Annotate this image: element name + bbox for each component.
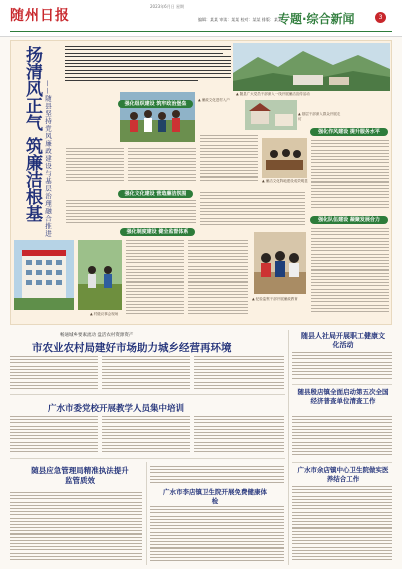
section-divider xyxy=(292,384,392,385)
article-kicker: 畅通城乡要素流动 盘活农村资源资产 xyxy=(60,333,134,338)
feature-photo-building xyxy=(14,240,74,310)
header-divider xyxy=(10,31,392,32)
feature-photo-caption: ▲ 纪检监察干部开展廉政教育 xyxy=(252,297,298,301)
feature-photo-caption: ▲ 基层干部深入群众开展走访 xyxy=(298,112,341,121)
feature-body-col xyxy=(200,192,305,228)
article-headline: 广水市委党校开展教学人员集中培训 xyxy=(48,404,185,414)
subhead-pill: 强化队伍建设 凝聚发展合力 xyxy=(310,216,388,224)
article-headline: 广水市余店镇中心卫生院做实医养结合工作 xyxy=(297,466,389,483)
feature-body-col xyxy=(311,140,389,214)
feature-subtitle: ——随县坚持党风廉政建设与基层治理融合推进 xyxy=(44,80,52,238)
feature-photo-team xyxy=(254,232,306,294)
feature-body-col xyxy=(66,200,196,226)
subhead-pill: 强化组织建设 筑牢政治堡垒 xyxy=(118,100,193,108)
feature-photo-caption: ▲ 廉洁文化阵地建设成效明显 xyxy=(262,179,308,183)
feature-title: 扬清风正气 筑廉洁根基 xyxy=(22,46,42,222)
feature-photo-caption: ▲ 随县广大党员干部深入一线开展廉洁宣传活动 xyxy=(236,92,310,96)
article-headline: 随县应急管理局精准执法提升监管质效 xyxy=(31,466,129,485)
feature-body-col xyxy=(128,148,196,186)
feature-photo-meeting xyxy=(262,138,307,178)
column-divider xyxy=(146,462,147,565)
article-body xyxy=(102,416,190,456)
section-divider xyxy=(10,458,285,459)
page-number-badge: 3 xyxy=(375,12,386,23)
feature-photo-caption: ▲ 村级议事会现场 xyxy=(90,312,119,316)
section-divider xyxy=(10,394,285,395)
feature-body-col xyxy=(188,240,248,320)
article-body xyxy=(194,356,284,392)
subhead-pill: 强化制度建设 健全监督体系 xyxy=(120,228,195,236)
column-divider xyxy=(288,330,289,565)
article-headline: 市农业农村局建好市场助力城乡经营再环境 xyxy=(32,342,232,354)
feature-lead-text xyxy=(65,46,231,86)
feature-photo-landscape xyxy=(233,43,390,91)
feature-photo-activity xyxy=(78,240,122,310)
issue-date: 2023年6月日 星期 xyxy=(150,4,184,9)
article-headline: 广水市李店镇卫生院开展免费健康体检 xyxy=(163,488,267,505)
article-body xyxy=(102,356,190,392)
article-body xyxy=(10,492,142,564)
feature-photo-village xyxy=(245,100,297,130)
editor-credits: 编辑：某某 审读：某某 校对：某某 排版：某某 xyxy=(198,17,282,22)
subhead-pill: 强化文化建设 营造廉洁氛围 xyxy=(118,190,193,198)
article-body xyxy=(292,486,392,564)
article-body xyxy=(194,416,284,456)
article-body xyxy=(150,466,284,486)
section-divider xyxy=(292,462,392,463)
article-body xyxy=(10,416,98,456)
newspaper-logo: 随州日报 xyxy=(10,8,70,24)
article-body xyxy=(292,352,392,382)
feature-body-col xyxy=(311,228,389,320)
article-headline: 随县人社局开展职工健康文化活动 xyxy=(301,332,385,349)
feature-body-col xyxy=(66,148,124,186)
section-title: 专题·综合新闻 xyxy=(278,12,355,26)
feature-body-col xyxy=(126,240,184,320)
subhead-pill: 强化作风建设 提升服务水平 xyxy=(310,128,388,136)
feature-photo-caption: ▲ 廉政文化进村入户 xyxy=(198,98,230,102)
article-headline: 随县殷店镇全面启动第五次全国经济普查单位清查工作 xyxy=(297,388,389,405)
article-body xyxy=(292,416,392,460)
page-header xyxy=(0,0,402,37)
feature-body-col xyxy=(200,135,258,187)
article-body xyxy=(150,506,284,564)
article-body xyxy=(10,356,98,392)
